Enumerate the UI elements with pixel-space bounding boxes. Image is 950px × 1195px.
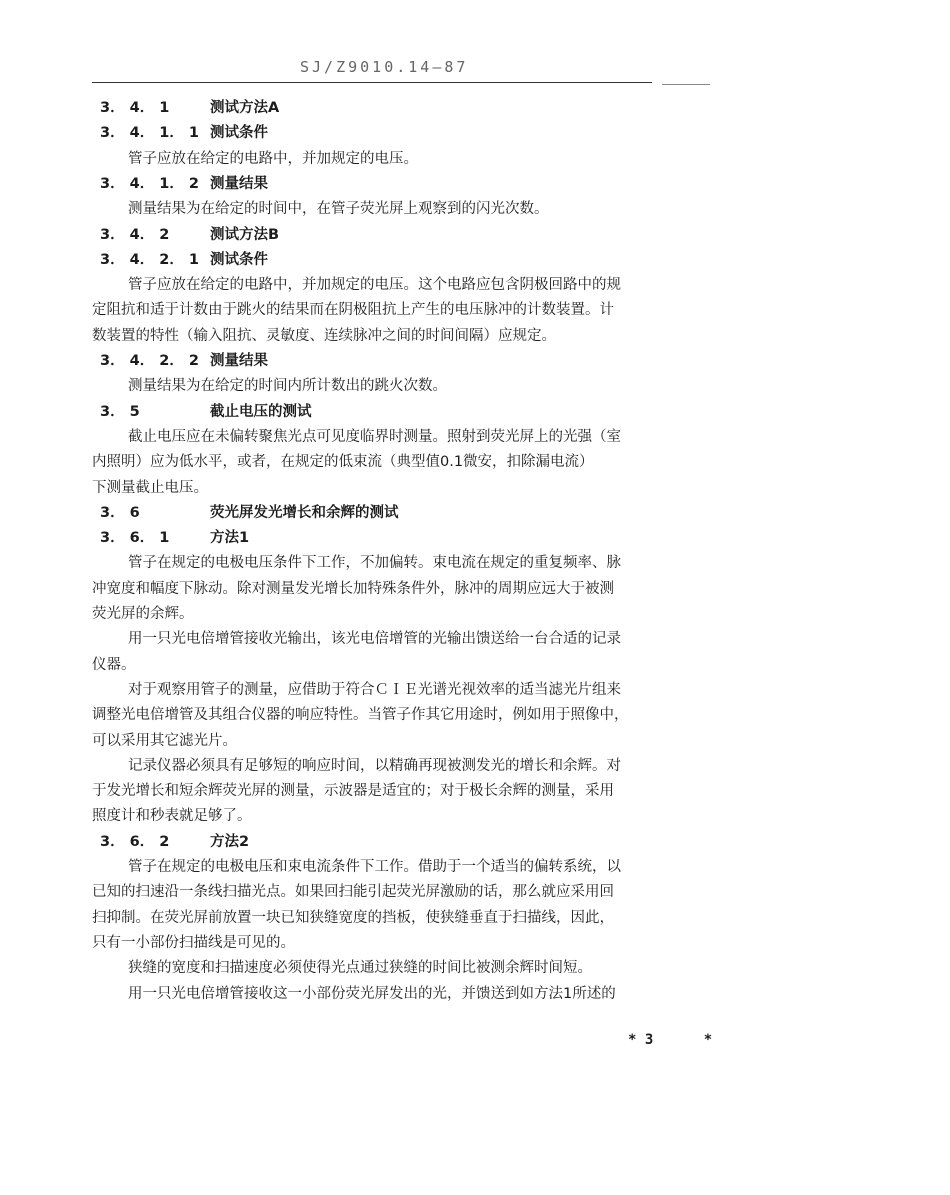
section-title: 测量结果 <box>210 353 268 369</box>
section-number: 3． 5 <box>100 403 140 420</box>
section-heading <box>100 223 279 244</box>
paragraph-line: 冲宽度和幅度下脉动。除对测量发光增长加特殊条件外，脉冲的周期应远大于被测 <box>92 580 614 597</box>
paragraph-line: 用一只光电倍增管接收这一小部份荧光屏发出的光，并馈送到如方法1所述的 <box>128 985 616 1002</box>
section-number: 3． 4． 2 <box>100 226 170 243</box>
page-number-right: * <box>703 1032 713 1048</box>
paragraph-line: 荧光屏的余辉。 <box>92 606 194 622</box>
section-title: 测试方法B <box>210 226 280 243</box>
paragraph-line: 管子在规定的电极电压条件下工作，不加偏转。束电流在规定的重复频率、脉 <box>128 555 621 572</box>
paragraph-line: 下测量截止电压。 <box>92 479 208 496</box>
paragraph-line: 狭缝的宽度和扫描速度必须使得光点通过狭缝的时间比被测余辉时间短。 <box>128 960 592 977</box>
header-rule <box>92 82 652 83</box>
paragraph-line: 已知的扫速沿一条线扫描光点。如果回扫能引起荧光屏激励的话，那么就应采用回 <box>92 884 614 901</box>
header-rule-tail <box>662 84 710 85</box>
section-title: 测试条件 <box>210 125 268 142</box>
paragraph-line: 扫抑制。在荧光屏前放置一块已知狭缝宽度的挡板，使狭缝垂直于扫描线，因此， <box>92 909 614 926</box>
section-number: 3． 6 <box>100 504 140 521</box>
paragraph-line: 内照明）应为低水平，或者，在规定的低束流（典型值0.1微安，扣除漏电流） <box>92 454 594 471</box>
section-heading <box>100 96 279 117</box>
paragraph-line: 定阻抗和适于计数由于跳火的结果而在阴极阻抗上产生的电压脉冲的计数装置。计 <box>92 302 614 319</box>
paragraph-line: 仪器。 <box>92 656 136 673</box>
section-heading <box>100 501 399 522</box>
paragraph-line: 可以采用其它滤光片。 <box>92 732 237 749</box>
paragraph-line: 用一只光电倍增管接收光输出，该光电倍增管的光输出馈送给一台合适的记录 <box>128 631 621 648</box>
paragraph-line: 测量结果为在给定的时间中，在管子荧光屏上观察到的闪光次数。 <box>128 201 549 218</box>
paragraph-line: 照度计和秒表就足够了。 <box>92 808 252 825</box>
section-heading <box>100 400 312 421</box>
paragraph-line: 对于观察用管子的测量，应借助于符合ＣＩＥ光谱光视效率的适当滤光片组来 <box>128 681 621 698</box>
section-heading <box>100 172 268 193</box>
paragraph-line: 只有一小部份扫描线是可见的。 <box>92 934 295 951</box>
paragraph-line: 管子应放在给定的电路中，并加规定的电压。 <box>128 150 418 167</box>
section-title: 方法1 <box>210 530 250 547</box>
section-title: 测试条件 <box>210 251 268 268</box>
paragraph-line: 测量结果为在给定的时间内所计数出的跳火次数。 <box>128 378 447 395</box>
page-number <box>628 1032 712 1048</box>
section-heading <box>100 121 268 142</box>
section-number: 3． 6． 1 <box>100 530 170 547</box>
section-title: 测量结果 <box>210 175 268 192</box>
paragraph-line: 截止电压应在未偏转聚焦光点可见度临界时测量。照射到荧光屏上的光强（室 <box>128 428 621 445</box>
section-title: 荧光屏发光增长和余辉的测试 <box>210 504 399 521</box>
section-number: 3． 4． 2． 2 <box>100 353 200 369</box>
page-number-left: * 3 <box>628 1032 654 1048</box>
section-heading <box>100 349 268 370</box>
section-heading <box>100 248 268 269</box>
paragraph-line: 管子在规定的电极电压和束电流条件下工作。借助于一个适当的偏转系统，以 <box>128 859 621 875</box>
section-number: 3． 4． 1． 1 <box>100 125 200 142</box>
section-heading <box>100 830 249 851</box>
section-title: 方法2 <box>210 833 250 850</box>
section-number: 3． 4． 1． 2 <box>100 175 200 192</box>
section-number: 3． 6． 2 <box>100 833 170 850</box>
paragraph-line: 数装置的特性（输入阻抗、灵敏度、连续脉冲之间的时间间隔）应规定。 <box>92 327 556 344</box>
document-code-header: SJ/Z9010.14—87 <box>300 58 469 76</box>
section-heading <box>100 526 249 547</box>
section-number: 3． 4． 1 <box>100 100 170 116</box>
section-title: 测试方法A <box>210 100 280 116</box>
paragraph-line: 记录仪器必须具有足够短的响应时间，以精确再现被测发光的增长和余辉。对 <box>128 757 621 774</box>
paragraph-line: 管子应放在给定的电路中，并加规定的电压。这个电路应包含阴极回路中的规 <box>128 277 621 294</box>
paragraph-line: 调整光电倍增管及其组合仪器的响应特性。当管子作其它用途时，例如用于照像中， <box>92 707 629 724</box>
section-number: 3． 4． 2． 1 <box>100 251 200 268</box>
section-title: 截止电压的测试 <box>210 403 312 420</box>
paragraph-line: 于发光增长和短余辉荧光屏的测量，示波器是适宜的；对于极长余辉的测量，采用 <box>92 783 614 800</box>
